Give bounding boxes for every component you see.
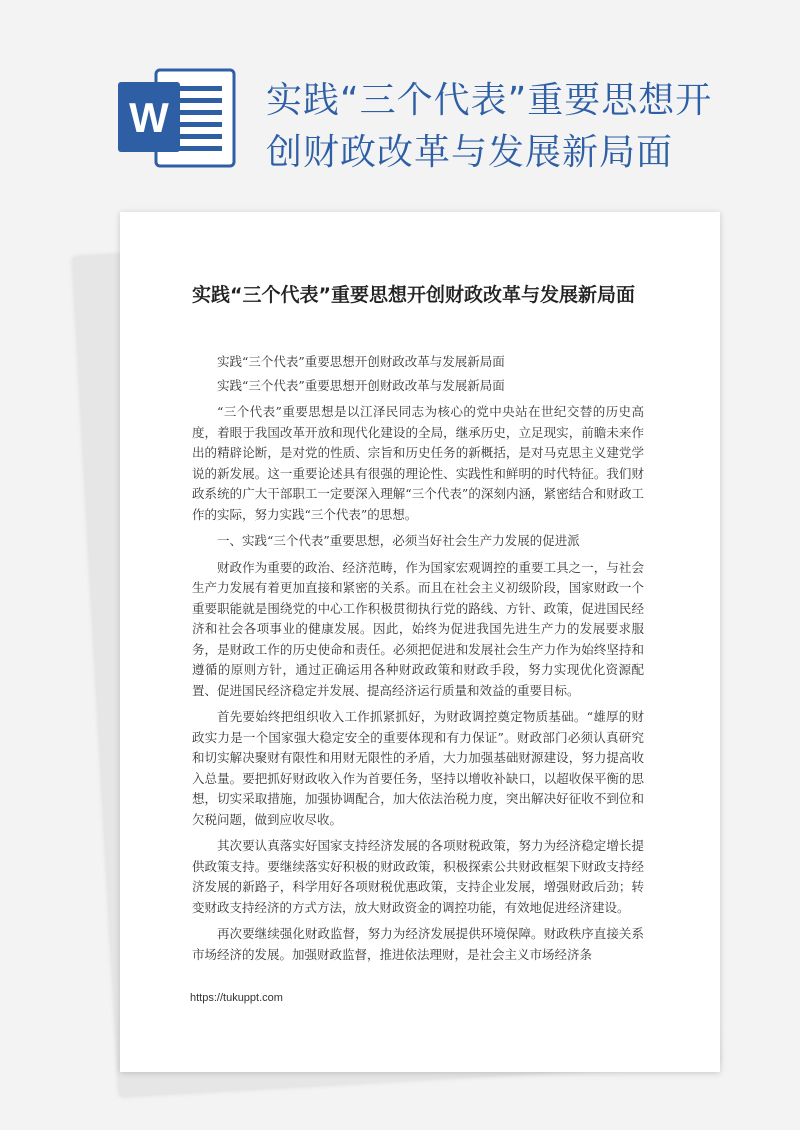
- header-title-line-1: 实践“三个代表”重要思想开: [266, 80, 713, 121]
- paragraph: 首先要始终把组织收入工作抓紧抓好，为财政调控奠定物质基础。“雄厚的财政实力是一个国家强大稳定安全的重要体现和有力保证”。财政部门必须认真研究和切实解决聚财有限性和用财无限性的矛盾，大力加强基础财源建设，努力提高收入总量。要把抓好财政收入作为首要任务，坚持以增收补缺口，以超收保平衡的思想，切实采取措施，加强协调配合，加大依法治税力度，突出解决好征收不到位和欠税问题，做到应收尽收。: [192, 709, 644, 827]
- footer-url: https://tukuppt.com: [190, 992, 283, 1004]
- word-document-icon: [118, 62, 240, 172]
- paragraph: 实践“三个代表”重要思想开创财政改革与发展新局面: [217, 354, 505, 369]
- document-page: [120, 212, 720, 1072]
- header-title-line-2: 创财政改革与发展新局面: [266, 132, 674, 173]
- paragraph: 再次要继续强化财政监督，努力为经济发展提供环境保障。财政秩序直接关系市场经济的发展。加强财政监督，推进依法理财，是社会主义市场经济条: [192, 926, 644, 962]
- paragraph: “三个代表”重要思想是以江泽民同志为核心的党中央站在世纪交替的历史高度，着眼于我国改革开放和现代化建设的全局，继承历史，立足现实，前瞻未来作出的精辟论断，是对党的性质、宗旨和历史任务的新概括，是对马克思主义建党学说的新发展。这一重要论述具有很强的理论性、实践性和鲜明的时代特征。我们财政系统的广大干部职工一定要深入理解“三个代表”的深刻内涵，紧密结合和财政工作的实际，努力实践“三个代表”的思想。: [192, 404, 644, 522]
- header-banner: [0, 0, 800, 200]
- document-body: [192, 352, 644, 971]
- section-heading: 一、实践“三个代表”重要思想，必须当好社会生产力发展的促进派: [217, 533, 580, 548]
- document-title: 实践“三个代表”重要思想开创财政改革与发展新局面: [192, 284, 635, 306]
- paragraph: 其次要认真落实好国家支持经济发展的各项财税政策，努力为经济稳定增长提供政策支持。要继续落实好积极的财政政策，积极探索公共财政框架下财政支持经济发展的新路子，科学用好各项财税优惠政策，支持企业发展，增强财政后劲；转变财政支持经济的方式方法，放大财政资金的调控功能，有效地促进经济建设。: [192, 838, 644, 915]
- paragraph: 财政作为重要的政治、经济范畴，作为国家宏观调控的重要工具之一，与社会生产力发展有着更加直接和紧密的关系。而且在社会主义初级阶段，国家财政一个重要职能就是围绕党的中心工作积极贯彻执行党的路线、方针、政策，促进国民经济和社会各项事业的健康发展。因此，始终为促进我国先进生产力的发展要求服务，是财政工作的历史使命和责任。必须把促进和发展社会生产力作为始终坚持和遵循的原则方针，通过正确运用各种财政政策和财政手段，努力实现优化资源配置、促进国民经济稳定并发展、提高经济运行质量和效益的重要目标。: [192, 559, 644, 698]
- paragraph: 实践“三个代表”重要思想开创财政改革与发展新局面: [217, 377, 505, 393]
- word-icon-letter: W: [129, 94, 169, 141]
